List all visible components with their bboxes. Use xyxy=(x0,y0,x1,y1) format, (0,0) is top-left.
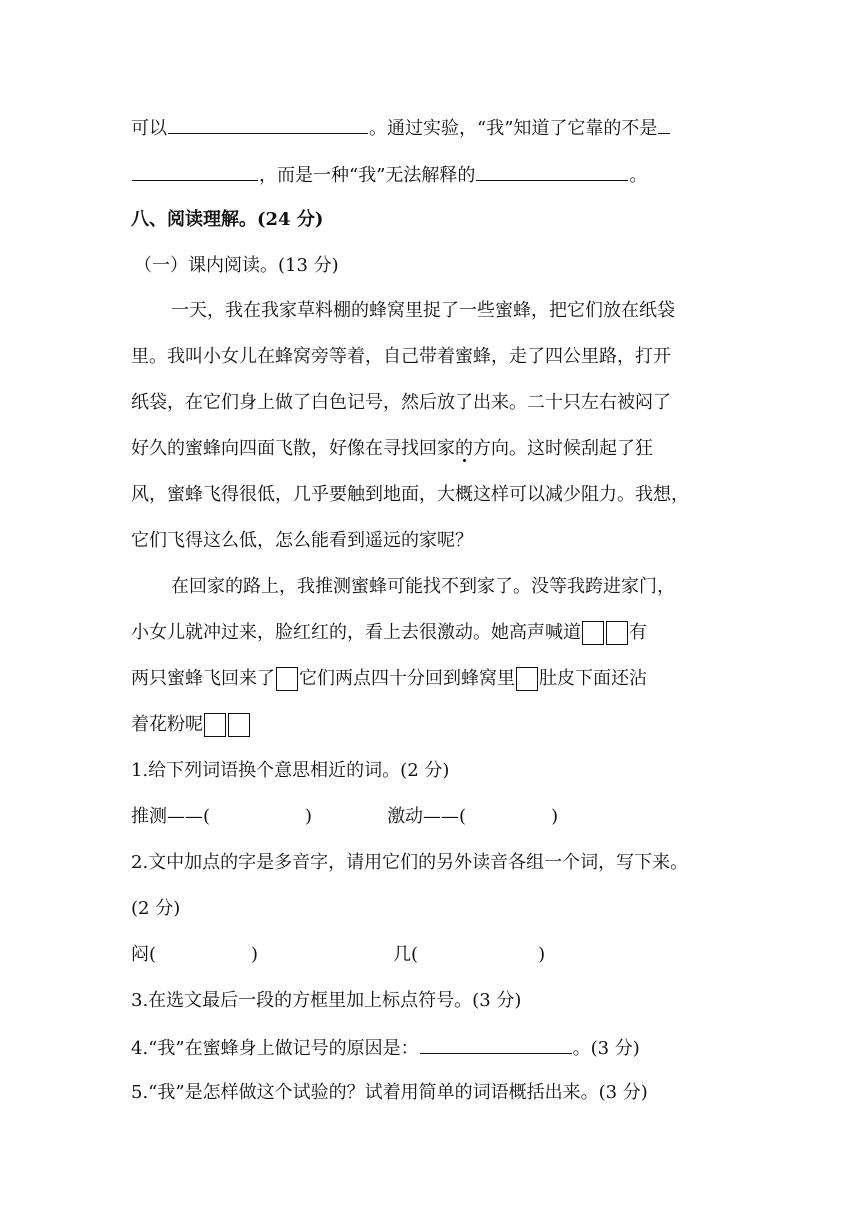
question-1: 1.给下列词语换个意思相近的词。(2 分) xyxy=(131,760,450,781)
section-heading: 八、阅读理解。(24 分) xyxy=(131,209,324,230)
fill-in-line-2 xyxy=(131,160,647,188)
answer-blank[interactable] xyxy=(658,113,670,134)
passage-line: 一天，我在我家草料棚的蜂窝里捉了一些蜜蜂，把它们放在纸袋 xyxy=(171,300,675,321)
answer-blank[interactable] xyxy=(168,113,368,134)
passage-line xyxy=(131,711,251,739)
text: 两只蜜蜂飞回来了 xyxy=(131,668,275,689)
text: 可以 xyxy=(131,118,167,139)
text: ，而是一种“我”无法解释的 xyxy=(259,165,476,186)
text: ) xyxy=(305,806,313,827)
answer-blank[interactable] xyxy=(476,160,628,181)
passage-line xyxy=(131,619,647,647)
punctuation-box[interactable] xyxy=(516,667,538,691)
text: 。(3 分) xyxy=(572,1038,640,1059)
punctuation-box[interactable] xyxy=(276,667,298,691)
text: 4.“我”在蜜蜂身上做记号的原因是： xyxy=(131,1038,419,1059)
passage-line xyxy=(131,665,647,693)
text: 方向。这时候刮起了 xyxy=(473,438,635,459)
text: 推测——( xyxy=(131,806,211,827)
question-5: 5.“我”是怎样做这个试验的？试着用简单的词语概括出来。(3 分) xyxy=(131,1082,648,1103)
punctuation-box[interactable] xyxy=(228,713,250,737)
text: 狂 xyxy=(635,438,653,459)
punctuation-box[interactable] xyxy=(204,713,226,737)
passage-line xyxy=(131,389,671,417)
question-2-answers xyxy=(131,941,545,969)
punctuation-box[interactable] xyxy=(606,621,628,645)
dotted-char: 的 xyxy=(455,438,473,459)
text: 它们两点四十分回到蜂窝里 xyxy=(299,668,515,689)
passage-line: 风，蜜蜂飞得很低，几乎要触到地面，大概这样可以减少阻力。我想， xyxy=(131,484,689,505)
text: 好久的蜜蜂向四面飞散，好像在寻找回家 xyxy=(131,438,455,459)
text: 。 xyxy=(629,165,648,186)
text: ) xyxy=(538,944,546,965)
fill-in-line-1 xyxy=(131,113,671,141)
text: 有 xyxy=(629,622,647,643)
text: 几( xyxy=(393,944,419,965)
answer-blank[interactable] xyxy=(420,1033,572,1054)
text: ) xyxy=(251,944,259,965)
text: ) xyxy=(551,806,559,827)
text: 肚皮下面还沾 xyxy=(539,668,647,689)
question-4 xyxy=(131,1033,640,1061)
part-heading: （一）课内阅读。(13 分) xyxy=(134,255,339,276)
passage-line xyxy=(131,435,653,463)
question-2: 2.文中加点的字是多音字，请用它们的另外读音各组一个词，写下来。 xyxy=(131,852,689,873)
punctuation-box[interactable] xyxy=(582,621,604,645)
question-1-answers xyxy=(131,803,558,831)
text: 闷( xyxy=(131,944,157,965)
passage-line: 在回家的路上，我推测蜜蜂可能找不到家了。没等我跨进家门， xyxy=(171,576,675,597)
text: 着花粉呢 xyxy=(131,714,203,735)
text: 激动——( xyxy=(387,806,467,827)
text: 纸袋，在它们身上做了白色记号，然后放了出来。二十只左右被闷了 xyxy=(131,392,671,413)
answer-blank[interactable] xyxy=(132,160,258,181)
text: 。通过实验，“我”知道了它靠的不是 xyxy=(369,118,658,139)
text: 小女儿就冲过来，脸红红的，看上去很激动。她高声喊道 xyxy=(131,622,581,643)
question-2-score: (2 分) xyxy=(131,898,181,919)
passage-line: 里。我叫小女儿在蜂窝旁等着，自己带着蜜蜂，走了四公里路，打开 xyxy=(131,346,671,367)
question-3: 3.在选文最后一段的方框里加上标点符号。(3 分) xyxy=(131,990,522,1011)
passage-line: 它们飞得这么低，怎么能看到遥远的家呢？ xyxy=(131,530,473,551)
